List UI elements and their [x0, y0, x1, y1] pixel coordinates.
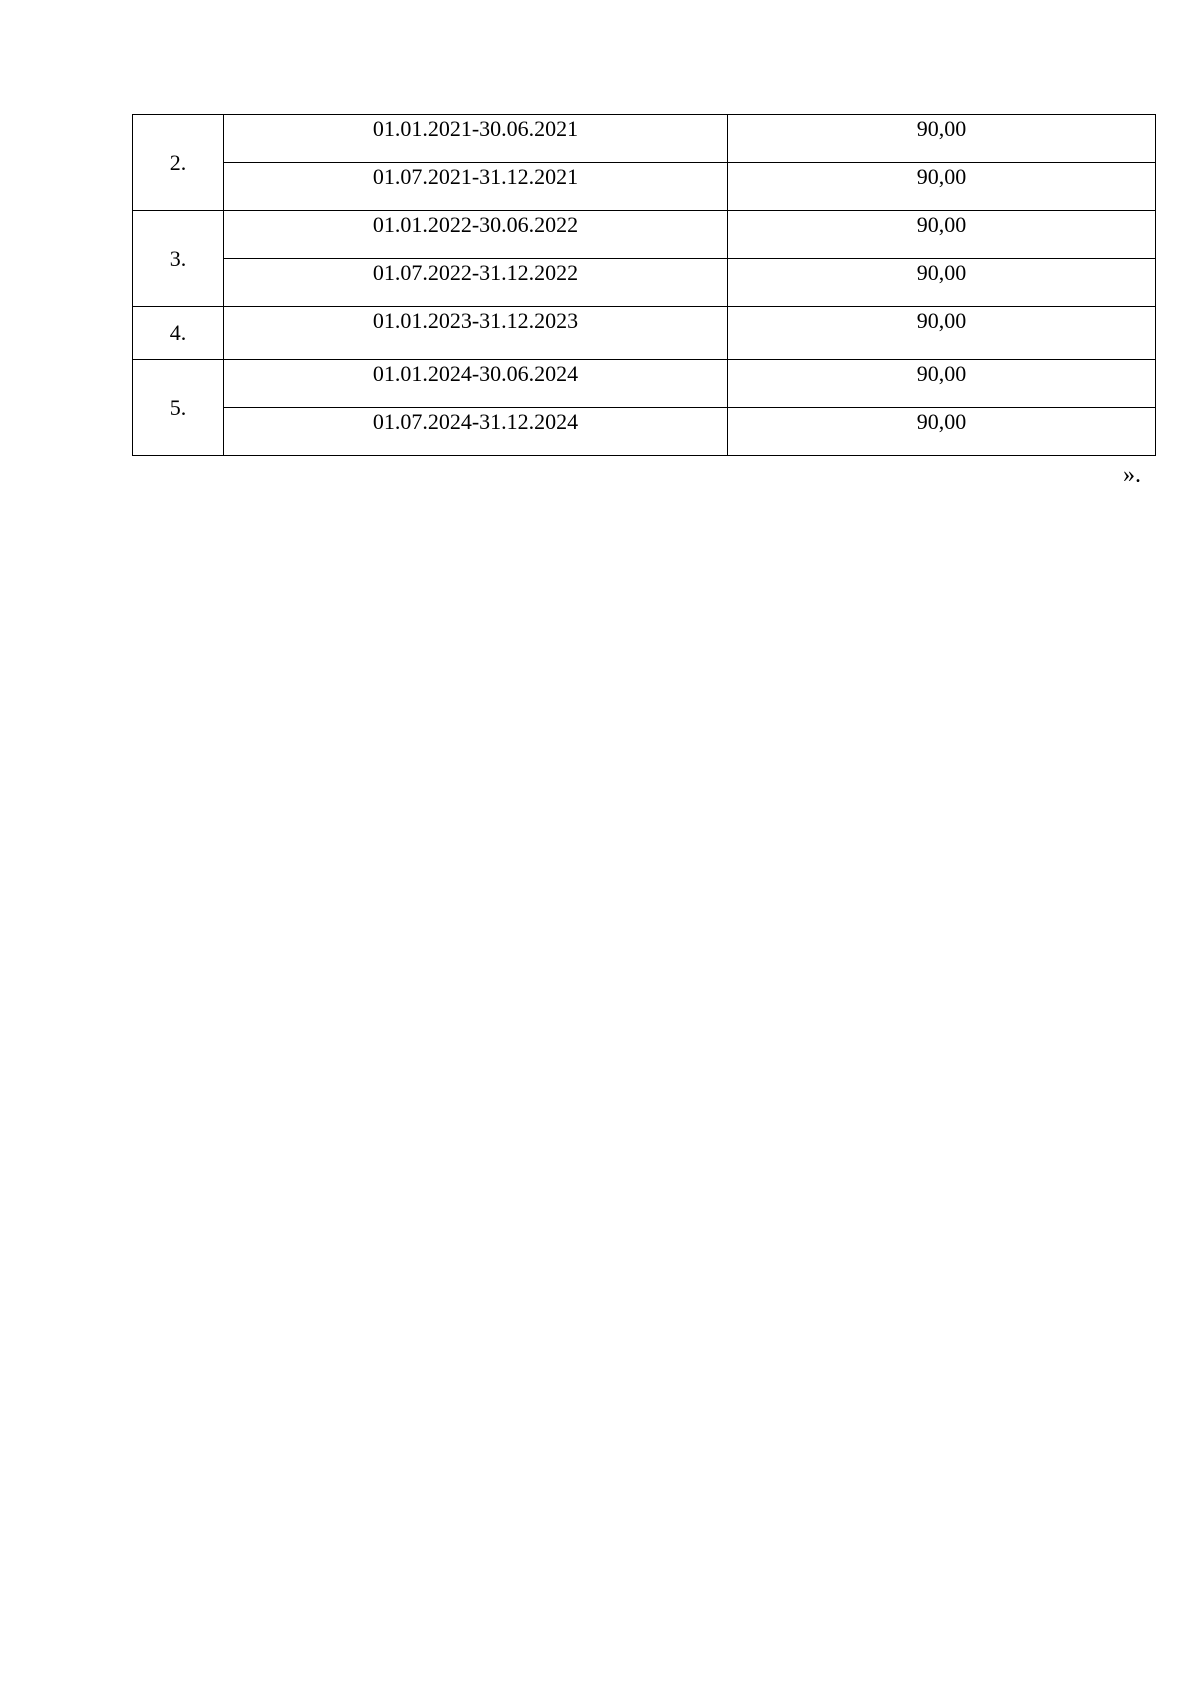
period-cell: [224, 163, 728, 211]
table-row: [133, 163, 1156, 211]
period-cell: [224, 259, 728, 307]
row-number-cell: [133, 307, 224, 360]
value-cell: [728, 408, 1156, 456]
table-row: [133, 360, 1156, 408]
table-row: [133, 259, 1156, 307]
value-text: 90,00: [916, 212, 967, 237]
value-cell: [728, 259, 1156, 307]
period-cell: [224, 408, 728, 456]
period-text: 01.07.2022-31.12.2022: [372, 260, 579, 285]
value-cell: [728, 360, 1156, 408]
period-text: 01.01.2024-30.06.2024: [372, 361, 579, 386]
value-cell: [728, 307, 1156, 360]
period-text: 01.01.2022-30.06.2022: [372, 212, 579, 237]
value-cell: [728, 115, 1156, 163]
value-text: 90,00: [916, 308, 967, 333]
row-number: 5.: [169, 394, 187, 420]
table-row: [133, 408, 1156, 456]
period-cell: [224, 360, 728, 408]
period-cell: [224, 211, 728, 259]
row-number-cell: [133, 211, 224, 307]
period-text: 01.01.2023-31.12.2023: [372, 308, 579, 333]
value-cell: [728, 163, 1156, 211]
table-row: [133, 115, 1156, 163]
table-row: [133, 307, 1156, 360]
value-text: 90,00: [916, 116, 967, 141]
rate-table: [132, 114, 1156, 456]
row-number-cell: [133, 115, 224, 211]
value-text: 90,00: [916, 164, 967, 189]
period-text: 01.07.2024-31.12.2024: [372, 409, 579, 434]
row-number: 2.: [169, 149, 187, 175]
row-number-cell: [133, 360, 224, 456]
row-number: 4.: [169, 320, 187, 345]
value-text: 90,00: [916, 409, 967, 434]
value-text: 90,00: [916, 361, 967, 386]
table-row: [133, 211, 1156, 259]
row-number: 3.: [169, 245, 187, 271]
value-text: 90,00: [916, 260, 967, 285]
value-cell: [728, 211, 1156, 259]
period-text: 01.01.2021-30.06.2021: [372, 116, 579, 141]
period-cell: [224, 115, 728, 163]
period-text: 01.07.2021-31.12.2021: [372, 164, 579, 189]
period-cell: [224, 307, 728, 360]
closing-quote-mark: ».: [1123, 462, 1141, 488]
